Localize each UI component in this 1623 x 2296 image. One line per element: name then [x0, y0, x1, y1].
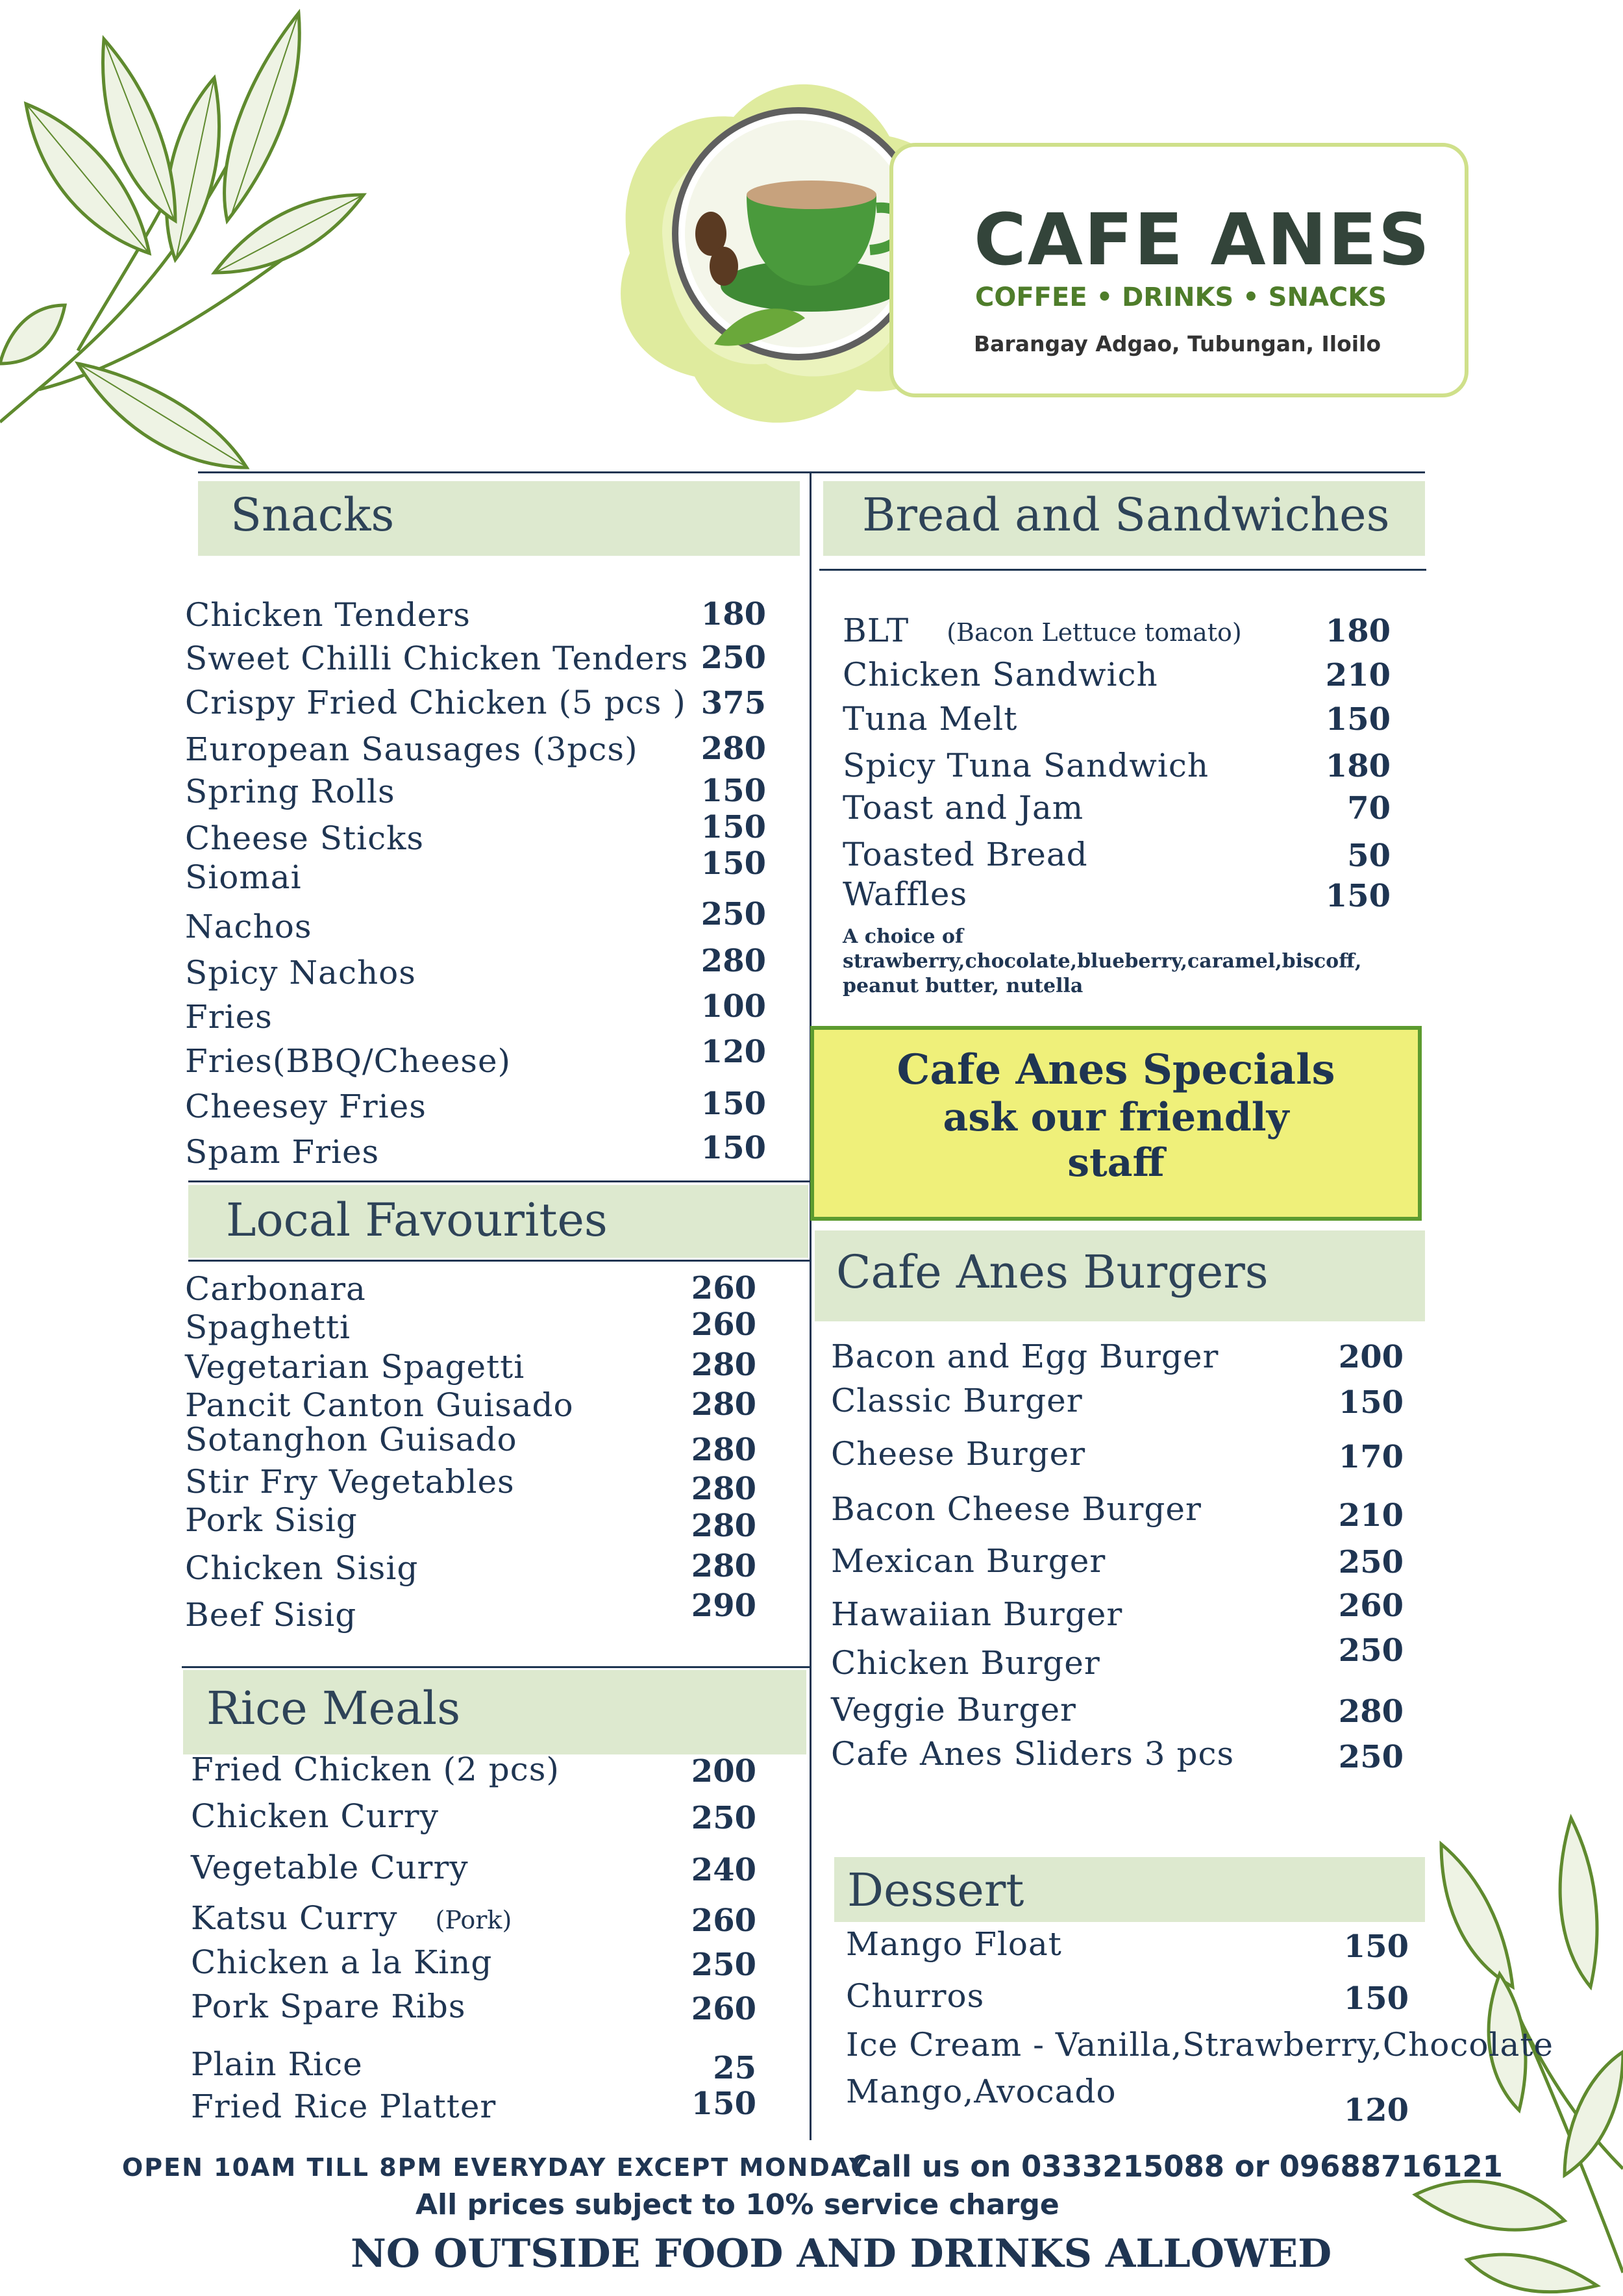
menu-item-price: 150	[691, 2086, 756, 2122]
menu-item-name: Katsu Curry	[191, 1899, 398, 1937]
menu-item-price: 150	[1343, 1980, 1409, 2017]
local-title: Local Favourites	[226, 1193, 608, 1247]
leaf-decoration-top-left	[0, 0, 454, 532]
menu-item-name: Sotanghon Guisado	[185, 1421, 517, 1458]
menu-item-note: (Bacon Lettuce tomato)	[947, 618, 1242, 647]
menu-item-price: 180	[1325, 748, 1391, 784]
menu-item-name: Siomai	[185, 858, 302, 896]
menu-item-price: 280	[700, 730, 766, 767]
menu-item-price: 150	[700, 1130, 766, 1166]
menu-item-price: 70	[1347, 790, 1391, 827]
menu-item-name: Classic Burger	[831, 1382, 1083, 1419]
menu-item-price: 260	[691, 1270, 756, 1306]
menu-item-name: Spicy Nachos	[185, 954, 416, 992]
menu-item-price: 280	[691, 1508, 756, 1544]
menu-item-name: Fried Rice Platter	[191, 2088, 497, 2125]
menu-item-name: Chicken Sandwich	[843, 656, 1158, 693]
center-divider	[810, 471, 812, 2140]
logo-address: Barangay Adgao, Tubungan, Iloilo	[974, 331, 1381, 356]
menu-item-name: Tuna Melt	[843, 700, 1018, 738]
menu-item-price: 25	[713, 2050, 756, 2086]
menu-item-name: Vegetarian Spagetti	[185, 1348, 525, 1386]
menu-item-name: Churros	[846, 1977, 985, 2015]
menu-item-price: 250	[691, 1947, 756, 1983]
waffle-note-line-3: peanut butter, nutella	[843, 975, 1084, 997]
menu-item-name: Mexican Burger	[831, 1542, 1106, 1580]
menu-item-name: Spam Fries	[185, 1133, 380, 1171]
menu-item-price: 180	[1325, 613, 1391, 649]
bread-title: Bread and Sandwiches	[862, 488, 1390, 542]
menu-item-name: Cheesey Fries	[185, 1088, 427, 1125]
specials-line-3: staff	[1067, 1140, 1165, 1186]
menu-item-name: Pork Spare Ribs	[191, 1988, 466, 2025]
menu-item-price: 120	[700, 1034, 766, 1070]
menu-item-price: 150	[700, 809, 766, 845]
menu-item-price: 150	[1338, 1384, 1404, 1421]
menu-item-price: 250	[691, 1800, 756, 1836]
specials-line-2: ask our friendly	[943, 1095, 1289, 1140]
menu-item-price: 280	[700, 943, 766, 979]
menu-item-name: Chicken a la King	[191, 1943, 493, 1981]
menu-item-name: Plain Rice	[191, 2045, 363, 2083]
burgers-title: Cafe Anes Burgers	[836, 1245, 1269, 1299]
menu-item-price: 250	[700, 896, 766, 932]
menu-item-name: Spicy Tuna Sandwich	[843, 747, 1209, 784]
snacks-bottom-rule	[188, 1180, 810, 1182]
menu-item-note: (Pork)	[435, 1906, 512, 1934]
menu-item-name: Hawaiian Burger	[831, 1595, 1123, 1633]
menu-item-name: Spring Rolls	[185, 773, 395, 810]
specials-box	[810, 1026, 1422, 1221]
menu-item-name: Fried Chicken (2 pcs)	[191, 1751, 560, 1788]
menu-item-name: Veggie Burger	[831, 1691, 1076, 1728]
menu-item-price: 250	[1338, 1632, 1404, 1669]
menu-item-price: 260	[1338, 1588, 1404, 1624]
specials-title: Cafe Anes Specials	[897, 1045, 1335, 1094]
menu-item-name: Mango,Avocado	[846, 2073, 1117, 2110]
menu-item-name: Bacon Cheese Burger	[831, 1490, 1202, 1528]
menu-item-name: Cafe Anes Sliders 3 pcs	[831, 1735, 1235, 1773]
menu-item-name: Pork Sisig	[185, 1501, 358, 1539]
menu-item-price: 290	[691, 1588, 756, 1624]
menu-item-name: Crispy Fried Chicken (5 pcs )	[185, 684, 686, 721]
menu-item-price: 240	[691, 1852, 756, 1888]
menu-item-name: Cheese Burger	[831, 1435, 1086, 1473]
menu-item-name: Chicken Curry	[191, 1797, 439, 1835]
menu-item-price: 50	[1347, 838, 1391, 874]
menu-item-price: 170	[1338, 1439, 1404, 1475]
menu-item-name: Mango Float	[846, 1925, 1062, 1963]
menu-item-price: 150	[700, 773, 766, 809]
opening-hours: OPEN 10AM TILL 8PM EVERYDAY EXCEPT MONDAY	[122, 2153, 869, 2182]
menu-item-name: Toasted Bread	[843, 836, 1088, 873]
menu-item-name: Waffles	[843, 875, 968, 913]
menu-item-price: 280	[691, 1386, 756, 1423]
menu-item-name: Ice Cream - Vanilla,Strawberry,Chocolate	[846, 2026, 1554, 2064]
menu-item-price: 280	[691, 1347, 756, 1383]
menu-item-price: 260	[691, 1306, 756, 1343]
menu-item-price: 250	[1338, 1544, 1404, 1580]
menu-item-price: 260	[691, 1991, 756, 2027]
menu-item-name: Fries	[185, 998, 273, 1036]
menu-item-price: 200	[691, 1753, 756, 1790]
menu-item-price: 150	[1325, 878, 1391, 914]
local-header-rule	[188, 1260, 810, 1262]
no-outside-food-notice: NO OUTSIDE FOOD AND DRINKS ALLOWED	[351, 2231, 1332, 2277]
bread-header-rule	[819, 569, 1426, 571]
menu-item-price: 120	[1343, 2092, 1409, 2128]
menu-item-price: 210	[1325, 657, 1391, 693]
menu-item-name: Chicken Sisig	[185, 1549, 419, 1587]
menu-item-price: 280	[1338, 1693, 1404, 1730]
menu-item-name: Chicken Burger	[831, 1644, 1100, 1682]
waffle-note-line-2: strawberry,chocolate,blueberry,caramel,biscoff,	[843, 950, 1362, 973]
menu-item-name: Chicken Tenders	[185, 596, 471, 634]
phone-numbers: Call us on 0333215088 or 09688716121	[850, 2149, 1503, 2184]
menu-item-name: Sweet Chilli Chicken Tenders	[185, 640, 689, 677]
menu-item-name: Cheese Sticks	[185, 819, 425, 857]
menu-item-name: Bacon and Egg Burger	[831, 1338, 1219, 1375]
menu-item-name: Pancit Canton Guisado	[185, 1386, 574, 1424]
dessert-title: Dessert	[847, 1864, 1024, 1917]
menu-item-name: Toast and Jam	[843, 789, 1084, 827]
waffle-note-line-1: A choice of	[843, 925, 963, 948]
logo-tagline: COFFEE • DRINKS • SNACKS	[975, 282, 1387, 312]
menu-item-price: 150	[700, 845, 766, 882]
menu-item-price: 180	[700, 596, 766, 632]
service-charge-note: All prices subject to 10% service charge	[415, 2188, 1059, 2221]
menu-item-price: 150	[700, 1086, 766, 1122]
menu-item-price: 150	[1343, 1928, 1409, 1965]
menu-item-price: 150	[1325, 701, 1391, 738]
menu-item-name: BLT	[843, 612, 910, 649]
menu-item-price: 200	[1338, 1339, 1404, 1375]
menu-item-price: 375	[700, 685, 766, 721]
menu-item-name: Fries(BBQ/Cheese)	[185, 1042, 512, 1080]
snacks-title: Snacks	[230, 488, 395, 542]
menu-item-name: Spaghetti	[185, 1308, 351, 1346]
rice-top-rule	[182, 1666, 810, 1668]
logo-name: CAFE ANES	[974, 198, 1431, 281]
menu-item-name: Carbonara	[185, 1270, 366, 1308]
menu-item-price: 280	[691, 1548, 756, 1584]
menu-item-price: 250	[1338, 1739, 1404, 1775]
top-divider	[198, 471, 1425, 473]
menu-item-price: 280	[691, 1432, 756, 1468]
menu-item-name: Nachos	[185, 908, 312, 945]
menu-item-price: 250	[700, 640, 766, 676]
menu-item-name: European Sausages (3pcs)	[185, 730, 638, 768]
menu-item-name: Vegetable Curry	[191, 1849, 469, 1886]
rice-title: Rice Meals	[206, 1682, 461, 1735]
menu-item-price: 280	[691, 1471, 756, 1507]
menu-item-price: 260	[691, 1903, 756, 1939]
menu-item-name: Beef Sisig	[185, 1596, 357, 1634]
menu-item-name: Stir Fry Vegetables	[185, 1463, 515, 1501]
cafe-logo	[584, 39, 1480, 468]
menu-item-price: 210	[1338, 1497, 1404, 1534]
menu-item-price: 100	[700, 988, 766, 1025]
